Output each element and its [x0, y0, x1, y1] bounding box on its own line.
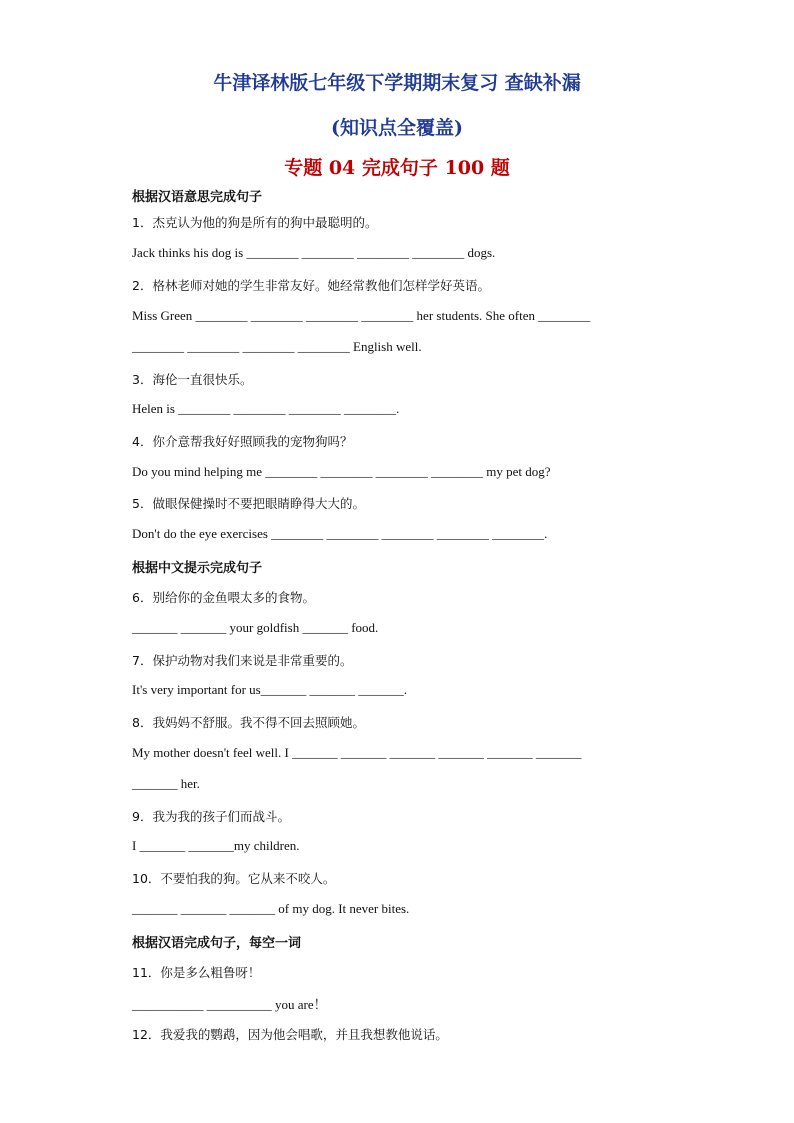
document-title: 牛津译林版七年级下学期期末复习 查缺补漏 [213, 72, 581, 94]
question-prompt: 3．海伦一直很快乐。 [132, 372, 253, 387]
question-prompt: 6．别给你的金鱼喂太多的食物。 [132, 590, 315, 605]
answer-line: I _______ _______my children. [132, 838, 300, 853]
section-heading: 根据汉语完成句子，每空一词 [132, 936, 302, 951]
question-prompt: 10．不要怕我的狗。它从来不咬人。 [132, 871, 336, 886]
question-prompt: 9．我为我的孩子们而战斗。 [132, 809, 290, 824]
topic-heading: 专题 04 完成句子 100 题 [284, 157, 510, 179]
answer-line: ___________ __________ you are！ [132, 997, 327, 1012]
question-prompt: 11．你是多么粗鲁呀！ [132, 965, 261, 980]
question-prompt: 4．你介意帮我好好照顾我的宠物狗吗？ [132, 434, 353, 449]
answer-line: ________ ________ ________ ________ English well. [132, 339, 422, 354]
document-subtitle: (知识点全覆盖) [331, 117, 463, 139]
answer-line: Do you mind helping me ________ ________ ________ ________ my pet dog? [132, 464, 551, 479]
question-prompt: 8．我妈妈不舒服。我不得不回去照顾她。 [132, 715, 365, 730]
answer-line: It's very important for us_______ _______ _______. [132, 682, 407, 697]
question-prompt: 5．做眼保健操时不要把眼睛睁得大大的。 [132, 496, 365, 511]
answer-line: Helen is ________ ________ ________ ________. [132, 401, 400, 416]
answer-line: Jack thinks his dog is ________ ________ ________ ________ dogs. [132, 245, 496, 260]
section-heading: 根据中文提示完成句子 [132, 561, 263, 576]
question-prompt: 1．杰克认为他的狗是所有的狗中最聪明的。 [132, 215, 378, 230]
question-prompt: 12．我爱我的鹦鹉，因为他会唱歌，并且我想教他说话。 [132, 1027, 448, 1042]
answer-line: _______ her. [132, 776, 200, 791]
answer-line: _______ _______ _______ of my dog. It never bites. [132, 901, 410, 916]
question-prompt: 2．格林老师对她的学生非常友好。她经常教他们怎样学好英语。 [132, 278, 490, 293]
section-heading: 根据汉语意思完成句子 [132, 190, 263, 205]
answer-line: Don't do the eye exercises ________ ________ ________ ________ ________. [132, 526, 548, 541]
answer-line: My mother doesn't feel well. I _______ _______ _______ _______ _______ _______ [132, 745, 582, 760]
answer-line: Miss Green ________ ________ ________ ________ her students. She often ________ [132, 308, 591, 323]
answer-line: _______ _______ your goldfish _______ food. [132, 620, 379, 635]
question-prompt: 7．保护动物对我们来说是非常重要的。 [132, 653, 353, 668]
